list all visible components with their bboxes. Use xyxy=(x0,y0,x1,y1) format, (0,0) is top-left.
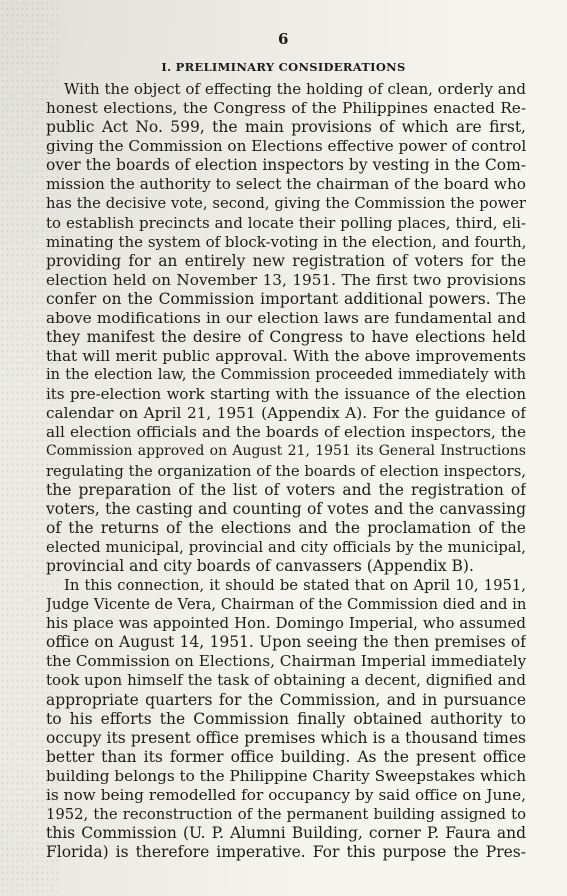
text-line: regulating the organization of the boards of election inspectors, xyxy=(46,462,526,480)
text-line: office on August 14, 1951. Upon seeing the then premises of xyxy=(46,633,526,652)
text-line: public Act No. 599, the main provisions of which are first, xyxy=(46,118,526,137)
text-line: mission the authority to select the chairman of the board who xyxy=(46,175,526,194)
text-line: provincial and city boards of canvassers (Appendix B). xyxy=(46,556,474,575)
text-line: giving the Commission on Elections effective power of control xyxy=(46,137,526,156)
text-line: calendar on April 21, 1951 (Appendix A). For the guidance of xyxy=(46,404,526,423)
body-text xyxy=(46,80,526,862)
text-line: above modifications in our election laws are fundamental and xyxy=(46,308,526,327)
text-line: Florida) is therefore imperative. For this purpose the Pres- xyxy=(46,843,526,862)
text-line: of the returns of the elections and the proclamation of the xyxy=(46,518,526,537)
text-line: to his efforts the Commission finally obtained authority to xyxy=(46,709,526,728)
text-line: that will merit public approval. With the above improvements xyxy=(46,347,526,366)
text-line: has the decisive vote, second, giving the Commission the power xyxy=(46,195,526,213)
text-line: his place was appointed Hon. Domingo Imperial, who assumed xyxy=(46,614,526,633)
text-line: all election officials and the boards of election inspectors, the xyxy=(46,423,526,442)
text-line: elected municipal, provincial and city officials by the municipal, xyxy=(46,538,526,556)
text-line: over the boards of election inspectors by vesting in the Com- xyxy=(46,156,526,175)
text-line: minating the system of block-voting in the election, and fourth, xyxy=(46,232,526,251)
text-line: in the election law, the Commission proceeded immediately with xyxy=(46,367,526,384)
section-heading: I. PRELIMINARY CONSIDERATIONS xyxy=(161,60,406,74)
text-line: occupy its present office premises which is a thousand times xyxy=(46,728,526,747)
text-line: its pre-election work starting with the issuance of the election xyxy=(46,385,526,404)
text-line: the Commission on Elections, Chairman Imperial immediately xyxy=(46,652,526,671)
text-line: election held on November 13, 1951. The first two provisions xyxy=(46,270,526,289)
text-line: better than its former office building. As the present office xyxy=(46,747,526,766)
text-line: is now being remodelled for occupancy by said office on June, xyxy=(46,785,526,804)
text-line: this Commission (U. P. Alumni Building, corner P. Faura and xyxy=(46,824,526,843)
text-line: took upon himself the task of obtaining a decent, dignified and xyxy=(46,671,526,690)
text-line: Commission approved on August 21, 1951 its General Instructions xyxy=(46,443,526,460)
text-line: With the object of effecting the holding of clean, orderly and xyxy=(64,80,526,98)
text-line: Judge Vicente de Vera, Chairman of the Commission died and in xyxy=(46,596,526,614)
text-line: providing for an entirely new registration of voters for the xyxy=(46,251,526,270)
text-line: voters, the casting and counting of votes and the canvassing xyxy=(46,499,526,518)
text-line: 1952, the reconstruction of the permanent building assigned to xyxy=(46,805,526,823)
text-line: appropriate quarters for the Commission, and in pursuance xyxy=(46,690,526,709)
text-line: to establish precincts and locate their polling places, third, eli- xyxy=(46,213,526,232)
text-line: honest elections, the Congress of the Philippines enacted Re- xyxy=(46,99,526,118)
text-line: In this connection, it should be stated that on April 10, 1951, xyxy=(64,577,526,595)
text-line: they manifest the desire of Congress to have elections held xyxy=(46,328,526,347)
text-line: building belongs to the Philippine Charity Sweepstakes which xyxy=(46,766,526,785)
page-number: 6 xyxy=(278,30,289,48)
text-line: confer on the Commission important additional powers. The xyxy=(46,289,526,308)
text-line: the preparation of the list of voters and the registration of xyxy=(46,480,526,499)
